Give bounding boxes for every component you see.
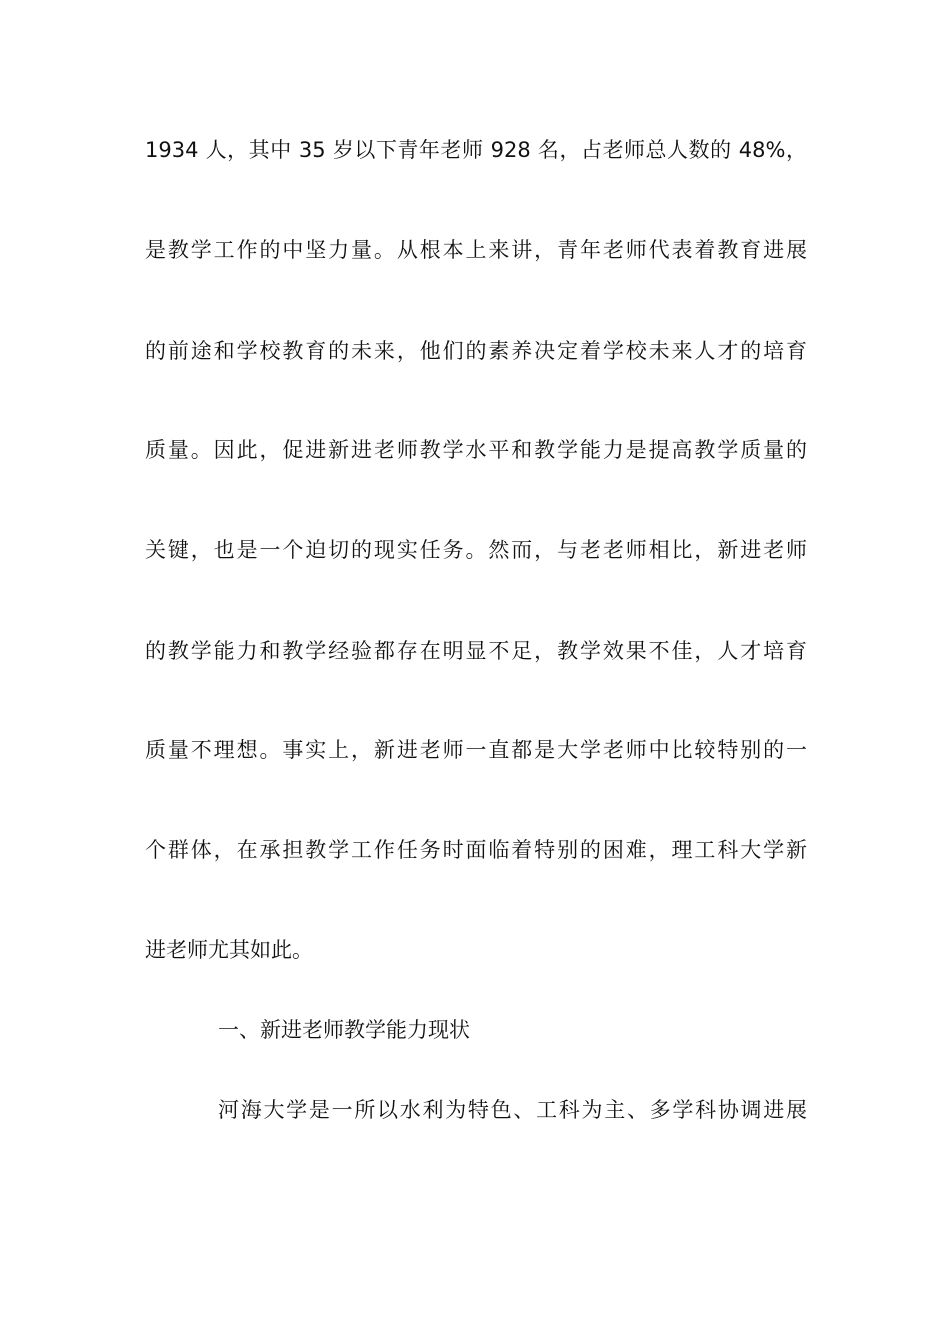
body-text-line: 进老师尤其如此。 [145, 938, 313, 962]
body-text-line: 质量不理想。事实上，新进老师一直都是大学老师中比较特别的一 [145, 738, 807, 762]
body-text-line: 1934 人，其中 35 岁以下青年老师 928 名，占老师总人数的 48%， [145, 138, 807, 162]
section-heading: 一、新进老师教学能力现状 [218, 1018, 470, 1042]
paragraph-first-line: 河海大学是一所以水利为特色、工科为主、多学科协调进展 [218, 1098, 807, 1122]
body-text-line: 的教学能力和教学经验都存在明显不足，教学效果不佳，人才培育 [145, 639, 807, 663]
body-text-line: 关键，也是一个迫切的现实任务。然而，与老老师相比，新进老师 [145, 538, 807, 562]
body-text-line: 质量。因此，促进新进老师教学水平和教学能力是提高教学质量的 [145, 438, 807, 462]
body-text-line: 个群体，在承担教学工作任务时面临着特别的困难，理工科大学新 [145, 838, 807, 862]
body-text-line: 的前途和学校教育的未来，他们的素养决定着学校未来人才的培育 [145, 339, 807, 363]
body-text-line: 是教学工作的中坚力量。从根本上来讲，青年老师代表着教育进展 [145, 238, 807, 262]
